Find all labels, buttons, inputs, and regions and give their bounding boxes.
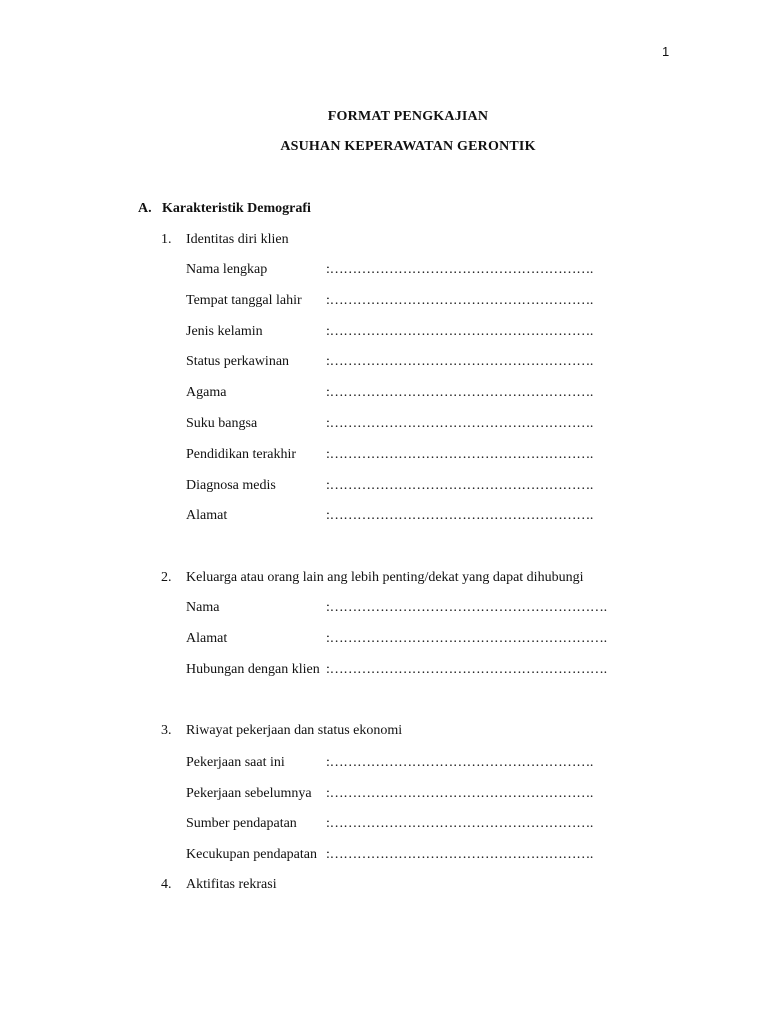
field-hubungan-dengan-klien (186, 662, 607, 678)
field-pekerjaan-saat-ini (186, 755, 593, 771)
item-heading-aktifitas-rekrasi (161, 877, 277, 893)
field-blank: :…………………………………………………. (326, 416, 594, 431)
field-label: Kecukupan pendapatan (186, 847, 317, 862)
field-blank: :…………………………………………………. (326, 847, 594, 862)
item-number: 4. (161, 877, 172, 892)
item-number: 1. (161, 232, 172, 247)
field-label: Pekerjaan saat ini (186, 755, 285, 770)
field-nama-lengkap (186, 262, 593, 278)
field-alamat-keluarga (186, 631, 607, 647)
field-pendidikan-terakhir (186, 447, 593, 463)
field-blank: :…………………………………………………. (326, 755, 594, 770)
item-number: 2. (161, 570, 172, 585)
item-heading-riwayat-pekerjaan (161, 723, 402, 739)
field-blank: :…………………………………………………. (326, 816, 594, 831)
field-label: Nama (186, 600, 220, 615)
item-heading-identitas (161, 232, 289, 248)
field-label: Pendidikan terakhir (186, 447, 297, 462)
item-title: Keluarga atau orang lain ang lebih penting/dekat yang dapat dihubungi (186, 570, 584, 585)
item-title: Identitas diri klien (186, 232, 289, 247)
field-label: Agama (186, 385, 227, 400)
item-heading-keluarga (161, 570, 583, 586)
field-blank: :……………………………………………………. (326, 600, 607, 615)
field-blank: :……………………………………………………. (326, 662, 607, 677)
item-title: Riwayat pekerjaan dan status ekonomi (186, 723, 403, 738)
field-tempat-tanggal-lahir (186, 293, 593, 309)
section-title: Karakteristik Demografi (162, 201, 311, 216)
field-blank: :…………………………………………………. (326, 354, 594, 369)
field-label: Sumber pendapatan (186, 816, 297, 831)
field-blank: :…………………………………………………. (326, 324, 594, 339)
section-letter: A. (138, 201, 152, 216)
item-title: Aktifitas rekrasi (186, 877, 277, 892)
field-label: Status perkawinan (186, 354, 290, 369)
field-label: Tempat tanggal lahir (186, 293, 302, 308)
field-label: Diagnosa medis (186, 478, 276, 493)
field-alamat (186, 508, 593, 524)
document-title: FORMAT PENGKAJIAN (327, 109, 489, 124)
field-blank: :…………………………………………………. (326, 478, 594, 493)
field-blank: :…………………………………………………. (326, 447, 594, 462)
document-subtitle: ASUHAN KEPERAWATAN GERONTIK (280, 139, 536, 154)
field-kecukupan-pendapatan (186, 847, 593, 863)
item-number: 3. (161, 723, 172, 738)
field-pekerjaan-sebelumnya (186, 786, 593, 802)
field-blank: :……………………………………………………. (326, 631, 607, 646)
field-suku-bangsa (186, 416, 593, 432)
field-status-perkawinan (186, 354, 593, 370)
field-label: Alamat (186, 508, 228, 523)
field-blank: :…………………………………………………. (326, 786, 594, 801)
field-jenis-kelamin (186, 324, 593, 340)
field-label: Alamat (186, 631, 228, 646)
field-diagnosa-medis (186, 478, 593, 494)
field-blank: :…………………………………………………. (326, 508, 594, 523)
field-label: Hubungan dengan klien (186, 662, 320, 677)
section-heading (138, 201, 311, 217)
field-agama (186, 385, 593, 401)
page-number: 1 (662, 44, 670, 59)
field-blank: :…………………………………………………. (326, 262, 594, 277)
field-sumber-pendapatan (186, 816, 593, 832)
field-label: Jenis kelamin (186, 324, 263, 339)
field-label: Nama lengkap (186, 262, 268, 277)
field-blank: :…………………………………………………. (326, 293, 594, 308)
field-nama (186, 600, 607, 616)
field-label: Pekerjaan sebelumnya (186, 786, 312, 801)
field-label: Suku bangsa (186, 416, 258, 431)
field-blank: :…………………………………………………. (326, 385, 594, 400)
